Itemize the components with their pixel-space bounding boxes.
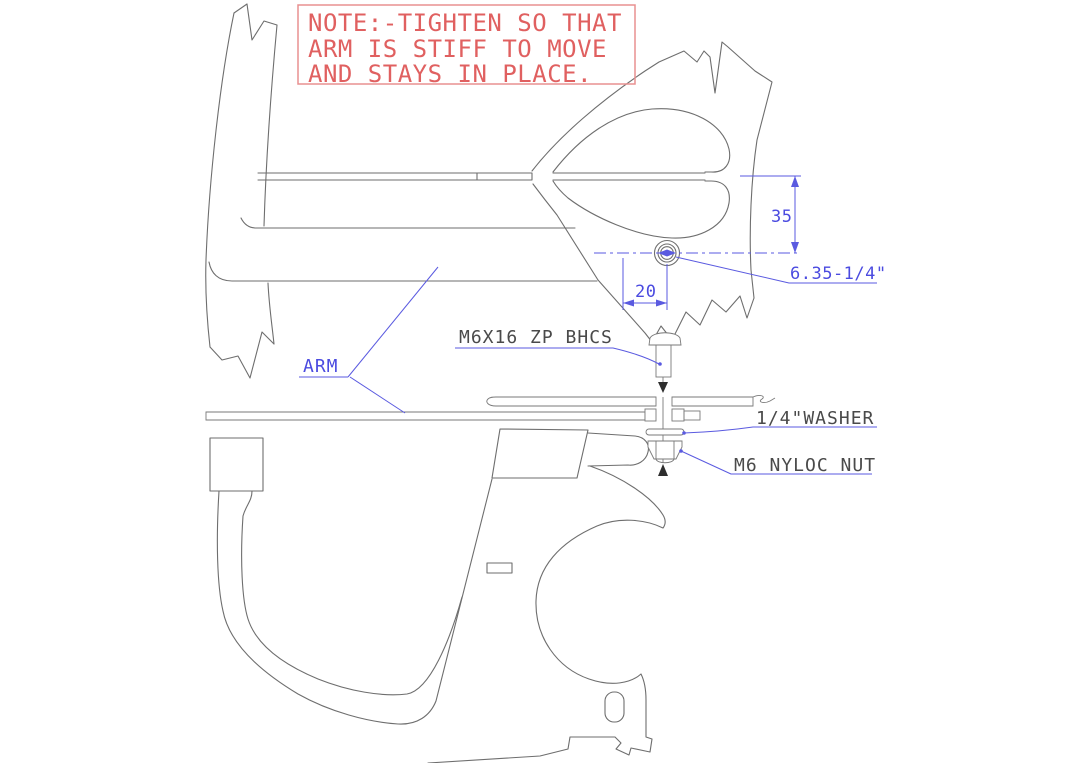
plate-break-symbol bbox=[753, 396, 775, 403]
nyloc-nut bbox=[648, 441, 682, 476]
bolt-shank bbox=[656, 345, 671, 377]
hole-diameter-text: 6.35-1/4" bbox=[790, 264, 887, 284]
note-line-2: ARM IS STIFF TO MOVE bbox=[308, 35, 607, 63]
dim-35-text: 35 bbox=[771, 207, 793, 227]
arm-label: ARM bbox=[303, 356, 339, 377]
assembly-arrow-up bbox=[658, 464, 668, 476]
note-callout bbox=[298, 5, 635, 88]
frame-body bbox=[210, 429, 665, 763]
bolt-callout bbox=[455, 327, 662, 366]
arm-boss-tab bbox=[588, 433, 648, 466]
hole-diameter-callout bbox=[676, 257, 887, 284]
dimension-20 bbox=[623, 258, 667, 310]
washer bbox=[646, 429, 684, 435]
pivot-bar-side-view bbox=[258, 173, 705, 180]
nut-callout bbox=[679, 449, 876, 476]
bolt-head bbox=[649, 333, 681, 345]
washer-label: 1/4"WASHER bbox=[756, 408, 875, 429]
dim-20-text: 20 bbox=[635, 282, 657, 302]
nut-label: M6 NYLOC NUT bbox=[734, 455, 877, 476]
assembly-arrow-down bbox=[658, 382, 668, 393]
body-outline bbox=[428, 466, 665, 763]
body-slot bbox=[487, 563, 512, 573]
bolt-label: M6X16 ZP BHCS bbox=[459, 327, 613, 348]
leg-inner bbox=[242, 491, 462, 695]
mounting-plate-edge-view bbox=[487, 396, 775, 406]
frame-tube-broken-view bbox=[206, 4, 277, 378]
arm-callout bbox=[299, 267, 438, 413]
arm-top-view-rod bbox=[206, 409, 700, 421]
leg-pad bbox=[210, 438, 263, 491]
dimension-35 bbox=[740, 176, 801, 253]
note-line-1: NOTE:-TIGHTEN SO THAT bbox=[308, 9, 622, 37]
arm-side-view bbox=[209, 218, 597, 281]
bracket-block bbox=[492, 429, 588, 478]
note-line-3: AND STAYS IN PLACE. bbox=[308, 60, 593, 88]
leg-outer bbox=[217, 479, 492, 724]
bolt bbox=[649, 333, 681, 393]
foot-obround-hole bbox=[605, 692, 624, 722]
washer-callout bbox=[682, 408, 877, 435]
